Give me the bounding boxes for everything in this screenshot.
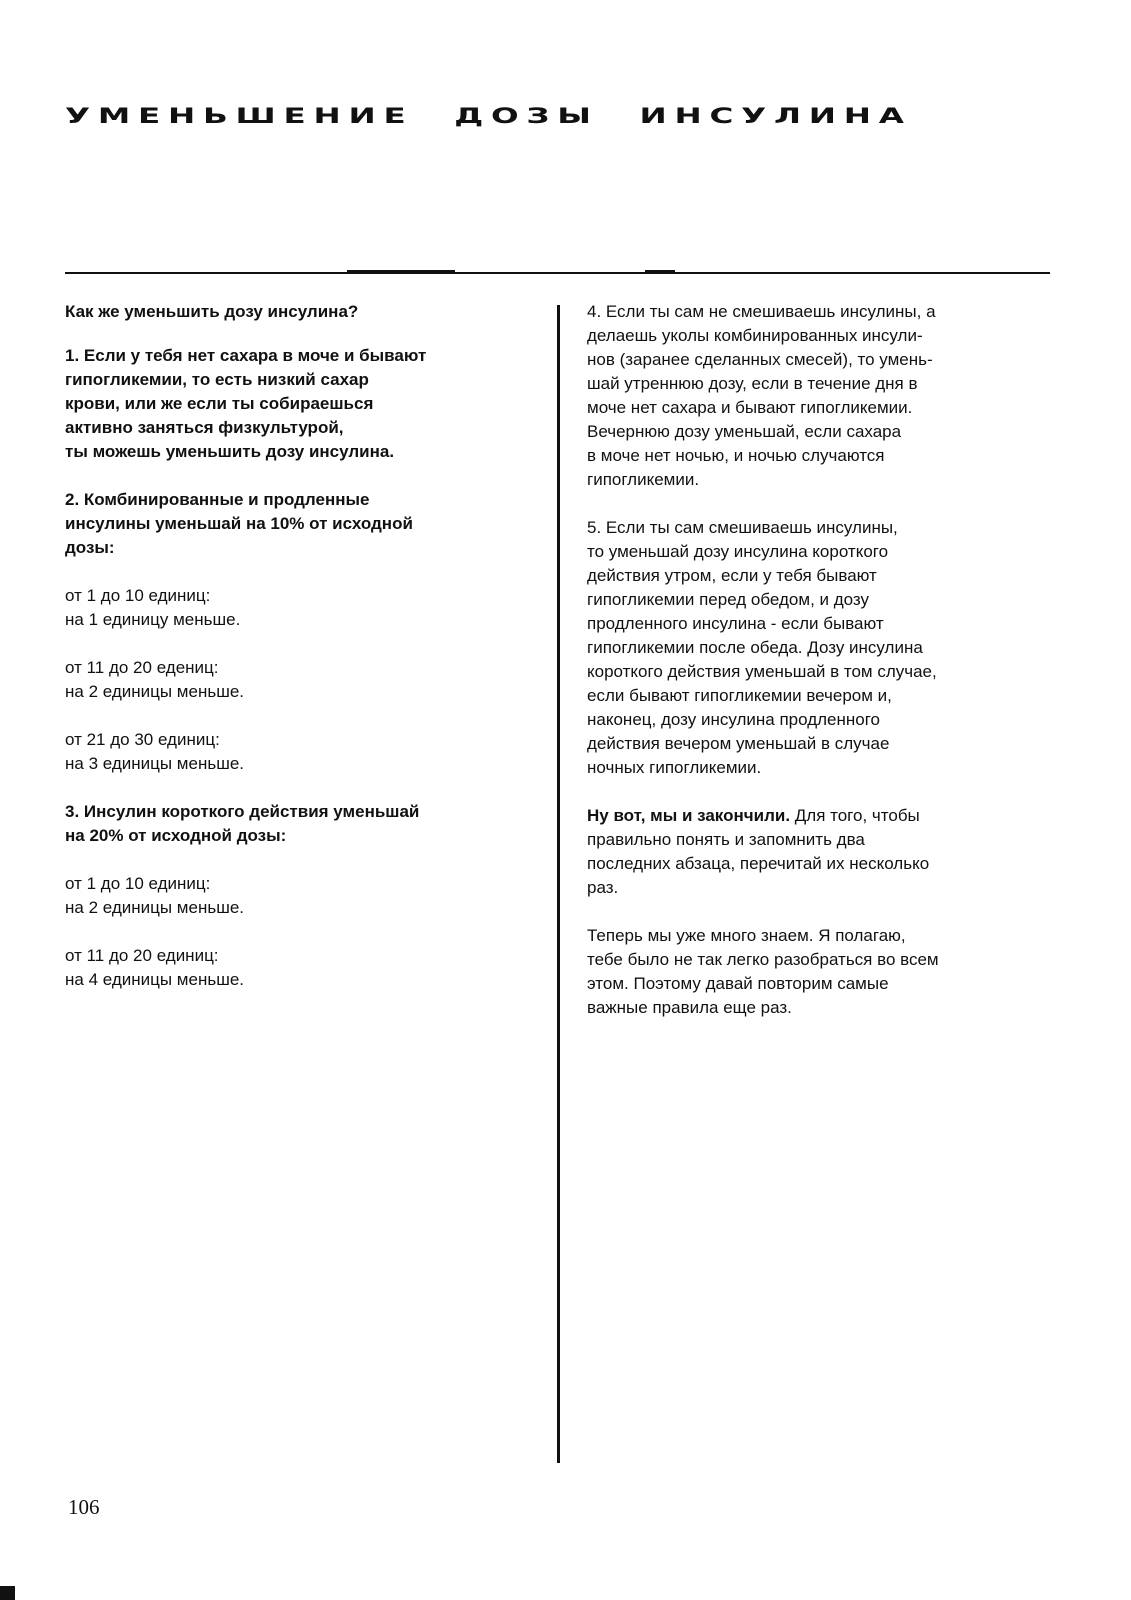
- range-effect: на 2 единицы меньше.: [65, 898, 245, 917]
- paragraph-line: важные правила еще раз.: [587, 998, 792, 1017]
- paragraph-line: 5. Если ты сам смешиваешь инсулины,: [587, 518, 898, 537]
- header-rule-accent: [347, 270, 455, 272]
- conclusion-emphasis: Ну вот, мы и закончили.: [587, 806, 791, 825]
- paragraph-line: этом. Поэтому давай повторим самые: [587, 974, 889, 993]
- dose-range: [65, 656, 535, 704]
- range-label: от 1 до 10 единиц:: [65, 874, 211, 893]
- rule-2-line: дозы:: [65, 538, 115, 557]
- header-rule-accent: [645, 270, 675, 272]
- paragraph-line: тебе было не так легко разобраться во всем: [587, 950, 939, 969]
- paragraph-line: действия вечером уменьшай в случае: [587, 734, 890, 753]
- paragraph-5: [587, 516, 1062, 780]
- rule-3-line: на 20% от исходной дозы:: [65, 826, 287, 845]
- rule-1-line: гипогликемии, то есть низкий сахар: [65, 370, 369, 389]
- dose-range: [65, 728, 535, 776]
- range-label: от 11 до 20 едениц:: [65, 658, 219, 677]
- paragraph-line: нов (заранее сделанных смесей), то умень-: [587, 350, 933, 369]
- dose-range: [65, 944, 535, 992]
- range-effect: на 4 единицы меньше.: [65, 970, 245, 989]
- range-effect: на 2 единицы меньше.: [65, 682, 245, 701]
- paragraph-line: гипогликемии.: [587, 470, 700, 489]
- paragraph-line: гипогликемии перед обедом, и дозу: [587, 590, 870, 609]
- rule-1-line: 1. Если у тебя нет сахара в моче и бывают: [65, 346, 427, 365]
- paragraph-line: ночных гипогликемии.: [587, 758, 762, 777]
- paragraph-line: Теперь мы уже много знаем. Я полагаю,: [587, 926, 906, 945]
- paragraph-line: действия утром, если у тебя бывают: [587, 566, 877, 585]
- paragraph-line: шай утреннюю дозу, если в течение дня в: [587, 374, 918, 393]
- range-label: от 11 до 20 единиц:: [65, 946, 219, 965]
- paragraph-line: Вечернюю дозу уменьшай, если сахара: [587, 422, 902, 441]
- paragraph-4: [587, 300, 1062, 492]
- paragraph-line: последних абзаца, перечитай их несколько: [587, 854, 930, 873]
- paragraph-6: [587, 804, 1062, 900]
- scan-corner-mark: [0, 1586, 15, 1600]
- paragraph-line: делаешь уколы комбинированных инсули-: [587, 326, 923, 345]
- page-number: 106: [68, 1495, 100, 1519]
- paragraph-line: наконец, дозу инсулина продленного: [587, 710, 881, 729]
- paragraph-text: Для того, чтобы: [790, 806, 920, 825]
- rule-2-line: инсулины уменьшай на 10% от исходной: [65, 514, 413, 533]
- paragraph-line: продленного инсулина - если бывают: [587, 614, 884, 633]
- rule-3-line: 3. Инсулин короткого действия уменьшай: [65, 802, 420, 821]
- paragraph-line: короткого действия уменьшай в том случае,: [587, 662, 937, 681]
- paragraph-line: [587, 804, 1062, 828]
- rule-1: [65, 344, 535, 464]
- paragraph-7: [587, 924, 1062, 1020]
- page-title: УМЕНЬШЕНИЕ ДОЗЫ ИНСУЛИНА: [65, 104, 912, 128]
- dose-range: [65, 584, 535, 632]
- paragraph-line: в моче нет ночью, и ночью случаются: [587, 446, 885, 465]
- left-column: [65, 300, 535, 1016]
- question: Как же уменьшить дозу инсулина?: [65, 302, 359, 321]
- paragraph-line: моче нет сахара и бывают гипогликемии.: [587, 398, 913, 417]
- rule-2-line: 2. Комбинированные и продленные: [65, 490, 370, 509]
- rule-3: [65, 800, 535, 848]
- paragraph-line: гипогликемии после обеда. Дозу инсулина: [587, 638, 923, 657]
- rule-2: [65, 488, 535, 560]
- range-label: от 21 до 30 единиц:: [65, 730, 220, 749]
- rule-1-line: ты можешь уменьшить дозу инсулина.: [65, 442, 395, 461]
- range-label: от 1 до 10 единиц:: [65, 586, 211, 605]
- column-divider: [557, 305, 560, 1463]
- range-effect: на 3 единицы меньше.: [65, 754, 245, 773]
- rule-1-line: активно заняться физкультурой,: [65, 418, 344, 437]
- range-effect: на 1 единицу меньше.: [65, 610, 241, 629]
- paragraph-line: то уменьшай дозу инсулина короткого: [587, 542, 889, 561]
- paragraph-line: если бывают гипогликемии вечером и,: [587, 686, 892, 705]
- header-rule: [65, 272, 1050, 274]
- dose-range: [65, 872, 535, 920]
- right-column: [587, 300, 1062, 1044]
- paragraph-line: правильно понять и запомнить два: [587, 830, 865, 849]
- paragraph-line: раз.: [587, 878, 619, 897]
- paragraph-line: 4. Если ты сам не смешиваешь инсулины, а: [587, 302, 936, 321]
- rule-1-line: крови, или же если ты собираешься: [65, 394, 374, 413]
